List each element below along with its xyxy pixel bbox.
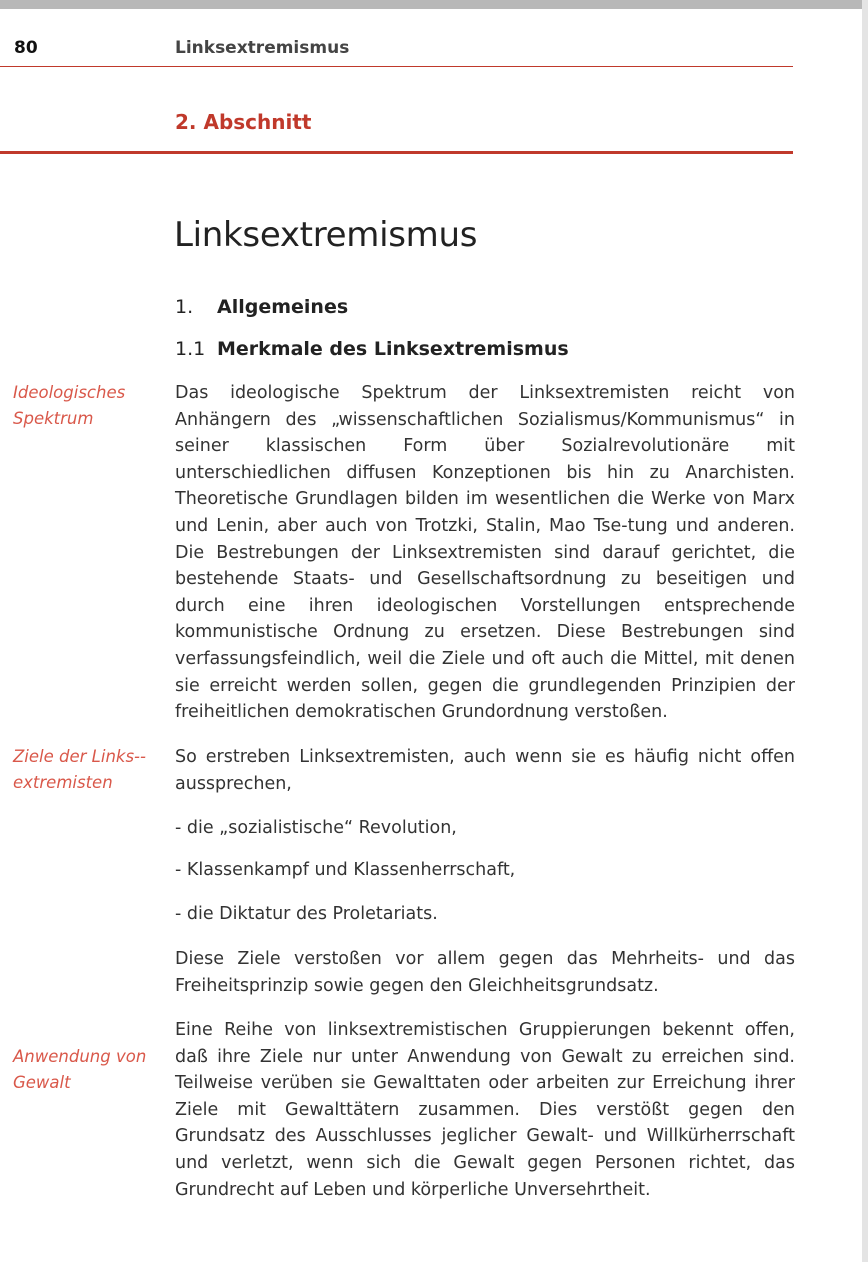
list-item: - die „sozialistische“ Revolution, [175, 818, 457, 838]
scan-top-border [0, 0, 868, 9]
header-rule [0, 66, 793, 67]
section-rule [0, 151, 793, 154]
margin-note-ziele: Ziele der Links-extremisten [13, 747, 146, 792]
paragraph-ziele-intro: So erstreben Linksextremisten, auch wenn sie es häufig nicht offen aussprechen, [175, 747, 795, 794]
heading-number: 1.1 [175, 338, 206, 360]
page-number: 80 [14, 38, 38, 58]
heading-allgemeines [175, 296, 348, 318]
list-item: - Klassenkampf und Klassenherrschaft, [175, 860, 516, 880]
running-head: Linksextremismus [175, 38, 350, 58]
paragraph-ziele-verstoss: Diese Ziele verstoßen vor allem gegen das Mehrheits- und das Freiheitsprinzip sowie gegen den Gleichheitsgrundsatz. [175, 949, 795, 996]
scan-right-edge [862, 0, 868, 1262]
heading-merkmale [175, 338, 569, 360]
paragraph-ideologisches-spektrum: Das ideologische Spektrum der Linksextremisten reicht von Anhängern des „wissenschaftlichen Sozialismus/Kommunismus“ in seiner klassischen Form über Sozialrevolutionäre mit unterschiedlichen diffusen Konzeptionen bis hin zu Anarchisten. Theoretische Grundlagen bilden im wesentlichen die Werke von Marx und Lenin, aber auch von Trotzki, Stalin, Mao Tse-tung und anderen. Die Bestrebungen der Linksextremisten sind darauf gerichtet, die bestehende Staats- und Gesellschaftsordnung zu beseitigen und durch eine ihren ideologischen Vorstellungen entsprechende kommunistische Ordnung zu ersetzen. Diese Bestrebungen sind verfassungsfeindlich, weil die Ziele und oft auch die Mittel, mit denen sie erreicht werden sollen, gegen die grundlegenden Prinzipien der freiheitlichen demokratischen Grundordnung verstoßen. [175, 383, 795, 723]
list-item: - die Diktatur des Proletariats. [175, 904, 438, 924]
heading-number: 1. [175, 296, 194, 318]
margin-note-gewalt: Anwendung von Gewalt [13, 1047, 147, 1092]
heading-text: Merkmale des Linksextremismus [217, 338, 569, 360]
section-label: 2. Abschnitt [175, 110, 312, 134]
margin-note-ideologisches-spektrum: Ideologisches Spektrum [13, 383, 126, 428]
paragraph-gewalt: Eine Reihe von linksextremistischen Gruppierungen bekennt offen, daß ihre Ziele nur unter Anwendung von Gewalt zu erreichen sind. Teilweise verüben sie Gewalttaten oder arbeiten zur Erreichung ihrer Ziele mit Gewalttätern zusammen. Dies verstößt gegen den Grundsatz des Ausschlusses jeglicher Gewalt- und Willkürherrschaft und verletzt, wenn sich die Gewalt gegen Personen richtet, das Grundrecht auf Leben und körperliche Unversehrtheit. [175, 1020, 795, 1200]
chapter-title: Linksextremismus [174, 215, 478, 255]
heading-text: Allgemeines [217, 296, 349, 318]
